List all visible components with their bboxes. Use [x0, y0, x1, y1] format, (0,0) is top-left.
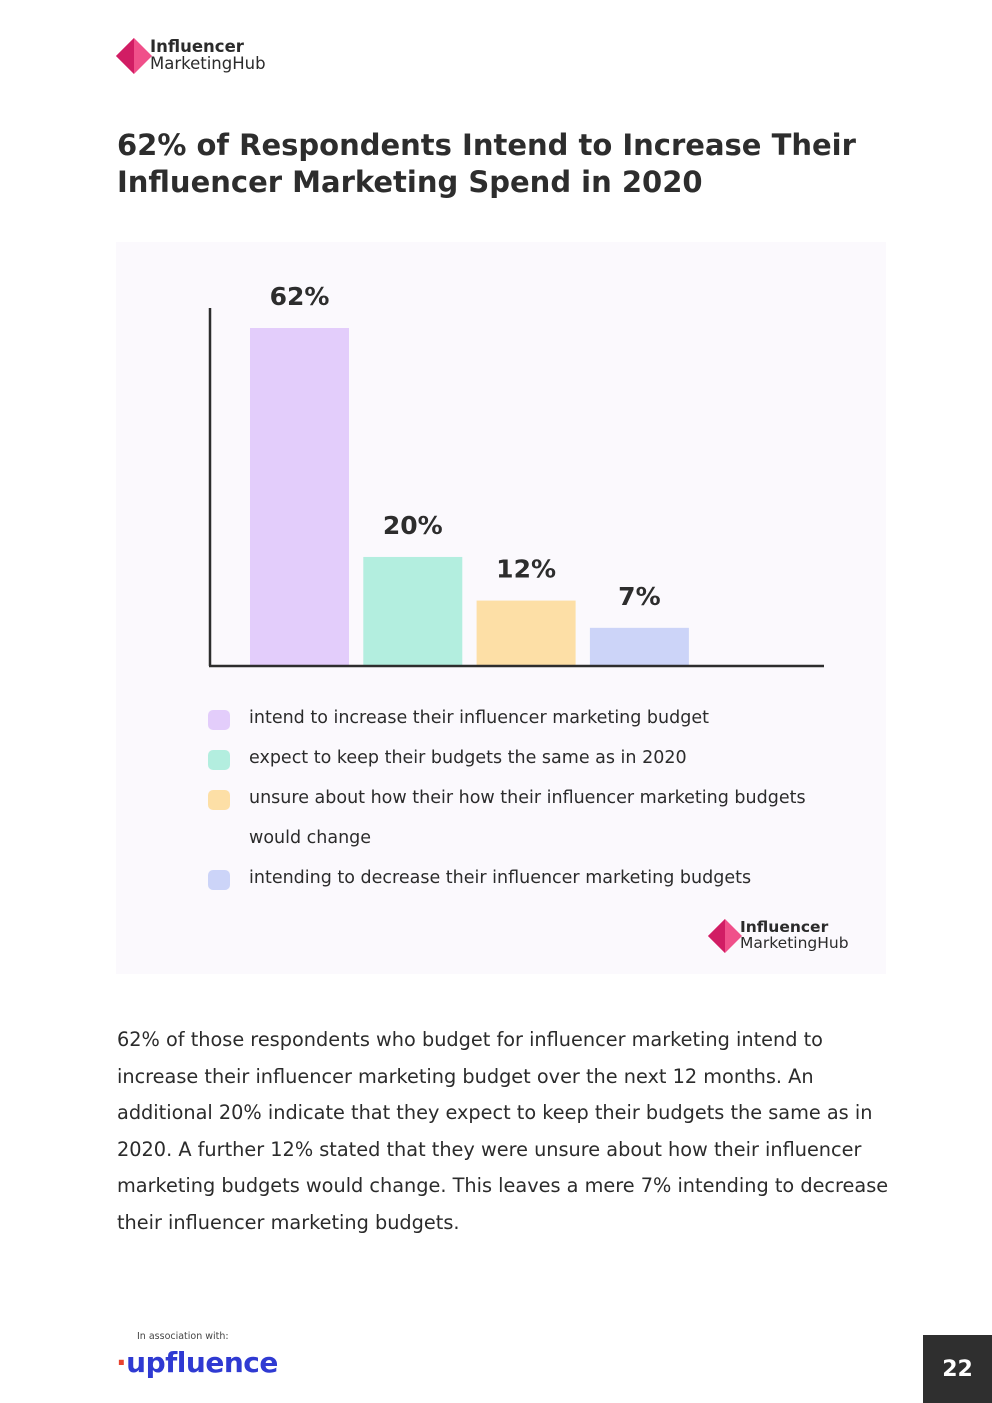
legend-item	[208, 738, 848, 778]
legend-item	[208, 778, 809, 858]
upfluence-mark-icon: ·	[116, 1346, 127, 1379]
chart-card	[116, 242, 886, 974]
data-label: 62%	[269, 282, 330, 311]
logo-line-1: Influencer	[740, 918, 829, 937]
partner-name: upfluence	[126, 1346, 278, 1379]
diamond-logo-icon	[116, 38, 152, 74]
influencer-marketing-hub-logo	[116, 38, 266, 74]
body-paragraph: 62% of those respondents who budget for influencer marketing intend to increase their influencer marketing budget over the next 12 months. An additional 20% indicate that they expect to keep their budgets the same as in 2020. A further 12% stated that they were unsure about how their influencer marketing budgets would change. This leaves a mere 7% intending to decrease their influencer marketing budgets.	[117, 1028, 889, 1234]
bar	[250, 328, 349, 666]
legend-label: unsure about how their how their influencer marketing budgets would change	[249, 788, 806, 848]
legend-swatch	[208, 710, 230, 730]
bar-chart	[116, 242, 886, 682]
bar	[590, 628, 689, 666]
bar	[363, 557, 462, 666]
legend-swatch	[208, 870, 230, 890]
diamond-logo-icon	[708, 919, 742, 953]
data-label: 7%	[618, 581, 661, 611]
logo-line-1: Influencer	[150, 37, 244, 57]
data-label: 20%	[382, 510, 443, 540]
legend-label: intend to increase their influencer marketing budget	[249, 708, 709, 728]
legend-item	[208, 858, 848, 898]
bar	[477, 601, 576, 666]
influencer-marketing-hub-logo	[708, 919, 849, 953]
association-label: In association with:	[137, 1331, 229, 1342]
legend-swatch	[208, 750, 230, 770]
chart-legend	[208, 698, 848, 898]
data-label: 12%	[496, 554, 557, 584]
logo-line-2: MarketingHub	[150, 54, 266, 73]
legend-swatch	[208, 790, 230, 810]
legend-label: expect to keep their budgets the same as in 2020	[249, 748, 687, 768]
upfluence-logo	[116, 1346, 278, 1379]
legend-item	[208, 698, 848, 738]
page-title: 62% of Respondents Intend to Increase Their Influencer Marketing Spend in 2020	[117, 128, 856, 199]
legend-label: intending to decrease their influencer marketing budgets	[249, 868, 752, 888]
page-number: 22	[923, 1335, 992, 1403]
logo-line-2: MarketingHub	[740, 934, 849, 952]
